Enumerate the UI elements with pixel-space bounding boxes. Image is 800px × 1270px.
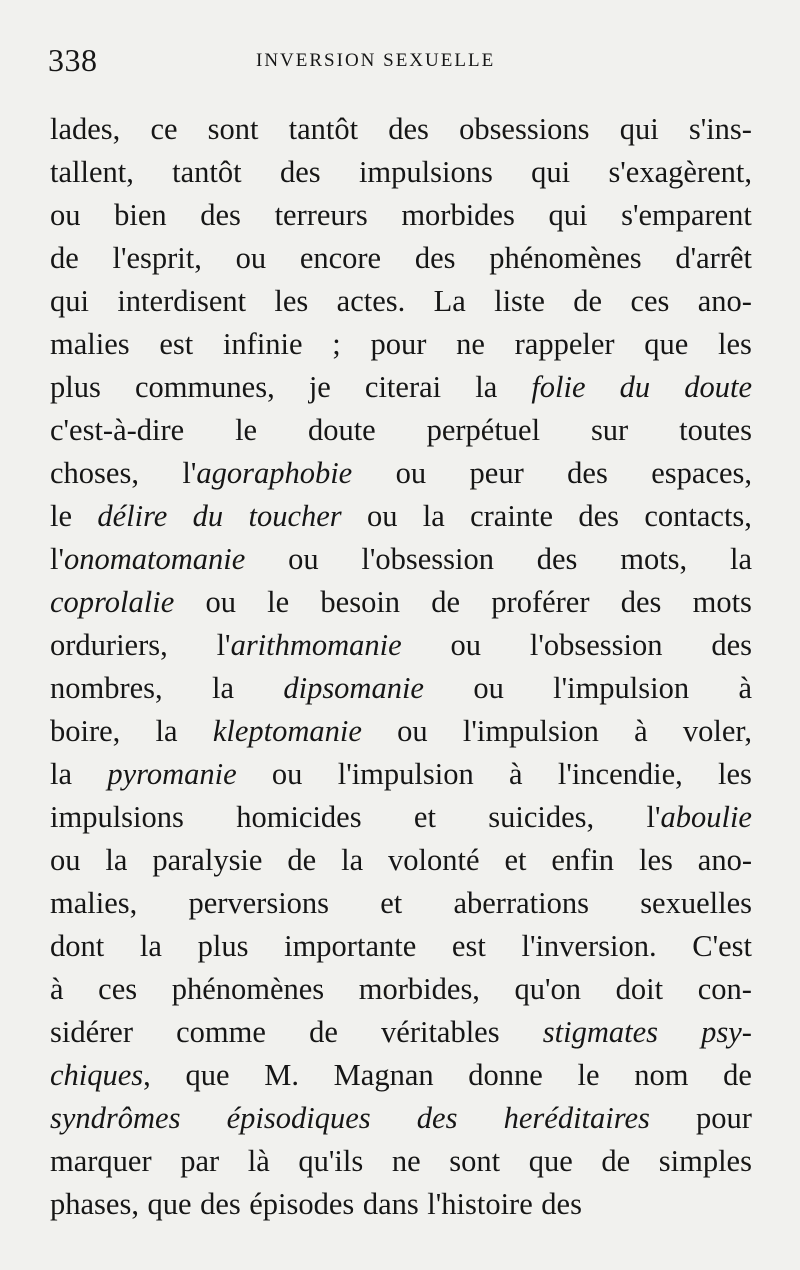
- text-line: [50, 753, 752, 796]
- word: citerai: [364, 370, 442, 404]
- word: ou: [205, 585, 236, 619]
- word: ces: [98, 972, 138, 1006]
- word: perversions: [188, 886, 330, 920]
- word: terreurs: [274, 198, 368, 232]
- word: espaces,: [651, 456, 752, 490]
- word: ou: [450, 628, 482, 662]
- word: l'esprit,: [112, 241, 202, 275]
- word: peur: [469, 456, 524, 490]
- word: délire: [97, 499, 168, 533]
- word: dans: [362, 1187, 419, 1221]
- word: doute: [684, 370, 752, 404]
- text-line: [50, 366, 752, 409]
- word: l'impulsion: [553, 671, 690, 705]
- word: mots,: [620, 542, 688, 576]
- word: la: [475, 370, 498, 404]
- word: des: [416, 1101, 458, 1135]
- word: et: [413, 800, 436, 834]
- word: ou: [271, 757, 303, 791]
- word: est: [159, 327, 194, 361]
- word: la: [105, 843, 128, 877]
- word: perpétuel: [426, 413, 541, 447]
- word: des: [567, 456, 608, 490]
- word: l'onomatomanie: [50, 542, 246, 576]
- word: morbides: [401, 198, 515, 232]
- text-line: [50, 323, 752, 366]
- word: actes.: [336, 284, 406, 318]
- text-line: [50, 968, 752, 1011]
- word: la: [341, 843, 364, 877]
- word: proférer: [491, 585, 590, 619]
- word: la: [155, 714, 178, 748]
- word: par: [180, 1144, 220, 1178]
- word: infinie: [222, 327, 303, 361]
- running-title: INVERSION SEXUELLE: [256, 50, 496, 71]
- word: crainte: [470, 499, 554, 533]
- word: de: [287, 843, 317, 877]
- word: l'inversion.: [521, 929, 657, 963]
- word: qu'on: [514, 972, 582, 1006]
- word: nombres,: [50, 671, 163, 705]
- word: ne: [456, 327, 485, 361]
- word: l'agoraphobie: [182, 456, 353, 490]
- word: l'aboulie: [646, 800, 752, 834]
- word: enfin: [551, 843, 615, 877]
- word: stigmates: [542, 1015, 658, 1049]
- word: folie: [531, 370, 586, 404]
- word: de: [309, 1015, 338, 1049]
- word: s'ins-: [688, 112, 752, 146]
- word: impulsions: [50, 800, 184, 834]
- word: contacts,: [644, 499, 752, 533]
- word: plus: [50, 370, 101, 404]
- text-line: [50, 409, 752, 452]
- word: phases,: [50, 1187, 139, 1221]
- word: comme: [176, 1015, 266, 1049]
- word: ou: [397, 714, 428, 748]
- page-number: 338: [48, 42, 98, 78]
- word: la: [139, 929, 162, 963]
- text-line: [50, 108, 752, 151]
- word: ce: [150, 112, 178, 146]
- word: malies: [50, 327, 130, 361]
- word: l'obsession: [529, 628, 663, 662]
- word: pour: [696, 1101, 752, 1135]
- word: qui: [50, 284, 89, 318]
- word: des: [279, 155, 321, 189]
- word: bien: [114, 198, 167, 232]
- text-line: [50, 1140, 752, 1183]
- word: à: [634, 714, 648, 748]
- text-line: [50, 1097, 752, 1140]
- word: psy-: [701, 1015, 752, 1049]
- word: du: [192, 499, 224, 533]
- word: des: [578, 499, 620, 533]
- page-header: [0, 40, 800, 84]
- word: sur: [590, 413, 629, 447]
- word: les: [718, 327, 752, 361]
- word: qui: [531, 155, 571, 189]
- word: qu'ils: [298, 1144, 364, 1178]
- word: et: [380, 886, 403, 920]
- word: encore: [299, 241, 382, 275]
- word: orduriers,: [50, 628, 168, 662]
- word: phénomènes: [489, 241, 642, 275]
- text-line: [50, 1054, 752, 1097]
- word: de: [601, 1144, 631, 1178]
- word: des: [388, 112, 429, 146]
- word: ou: [235, 241, 267, 275]
- word: mots: [692, 585, 752, 619]
- word: là: [247, 1144, 270, 1178]
- word: aberrations: [453, 886, 589, 920]
- word: tallent,: [50, 155, 134, 189]
- word: le: [50, 499, 73, 533]
- word: communes,: [134, 370, 275, 404]
- word: l'incendie,: [557, 757, 683, 791]
- word: le: [235, 413, 258, 447]
- word: doit: [615, 972, 664, 1006]
- text-line: [50, 495, 752, 538]
- word: interdisent: [117, 284, 247, 318]
- word: La: [433, 284, 466, 318]
- word: qui: [619, 112, 659, 146]
- word: tantôt: [288, 112, 359, 146]
- word: la: [50, 757, 73, 791]
- word: ces: [630, 284, 670, 318]
- word: des: [200, 198, 241, 232]
- text-line: [50, 237, 752, 280]
- word: choses,: [50, 456, 139, 490]
- word: tantôt: [172, 155, 242, 189]
- word: de: [431, 585, 461, 619]
- word: suicides,: [488, 800, 595, 834]
- word: pour: [370, 327, 427, 361]
- word: chiques,: [50, 1058, 151, 1092]
- word: je: [308, 370, 331, 404]
- word: c'est-à-dire: [50, 413, 185, 447]
- word: liste: [494, 284, 545, 318]
- word: homicides: [236, 800, 362, 834]
- word: dipsomanie: [283, 671, 424, 705]
- word: ou: [288, 542, 319, 576]
- word: des: [536, 542, 578, 576]
- word: Magnan: [333, 1058, 434, 1092]
- word: con-: [697, 972, 752, 1006]
- word: coprolalie: [50, 585, 175, 619]
- word: dont: [50, 929, 105, 963]
- word: syndrômes: [50, 1101, 181, 1135]
- word: et: [504, 843, 527, 877]
- word: voler,: [682, 714, 752, 748]
- word: boire,: [50, 714, 121, 748]
- word: que: [147, 1187, 192, 1221]
- word: épisodes: [249, 1187, 355, 1221]
- word: des: [620, 585, 662, 619]
- text-line: [50, 194, 752, 237]
- word: l'impulsion: [337, 757, 474, 791]
- word: heréditaires: [503, 1101, 650, 1135]
- text-line: [50, 710, 752, 753]
- word: l'histoire: [427, 1187, 533, 1221]
- word: des: [200, 1187, 241, 1221]
- word: donne: [468, 1058, 543, 1092]
- text-line: [50, 667, 752, 710]
- word: que: [528, 1144, 573, 1178]
- word: importante: [284, 929, 417, 963]
- word: l'arithmomanie: [216, 628, 402, 662]
- word: sont: [207, 112, 259, 146]
- word: kleptomanie: [212, 714, 362, 748]
- word: toutes: [679, 413, 752, 447]
- word: ou: [50, 843, 81, 877]
- word: impulsions: [358, 155, 493, 189]
- word: de: [573, 284, 603, 318]
- word: à: [738, 671, 752, 705]
- text-line: [50, 624, 752, 667]
- word: ano-: [697, 843, 752, 877]
- text-line: [50, 581, 752, 624]
- word: C'est: [692, 929, 752, 963]
- word: volonté: [388, 843, 480, 877]
- word: sont: [449, 1144, 501, 1178]
- word: à: [509, 757, 523, 791]
- word: que: [644, 327, 689, 361]
- text-line: [50, 925, 752, 968]
- word: des: [541, 1187, 582, 1221]
- word: s'exagèrent,: [608, 155, 752, 189]
- word: épisodiques: [226, 1101, 371, 1135]
- word: de: [50, 241, 79, 275]
- word: d'arrêt: [675, 241, 752, 275]
- word: pyromanie: [107, 757, 237, 791]
- word: sidérer: [50, 1015, 133, 1049]
- word: l'obsession: [361, 542, 494, 576]
- text-line: [50, 151, 752, 194]
- word: ou: [395, 456, 427, 490]
- text-line: [50, 1011, 752, 1054]
- word: le: [267, 585, 290, 619]
- word: doute: [307, 413, 376, 447]
- text-line: [50, 839, 752, 882]
- text-line: [50, 280, 752, 323]
- word: qui: [548, 198, 588, 232]
- word: malies,: [50, 886, 138, 920]
- word: que: [185, 1058, 230, 1092]
- text-line: [50, 882, 752, 925]
- word: phénomènes: [171, 972, 325, 1006]
- word: véritables: [381, 1015, 500, 1049]
- word: des: [711, 628, 752, 662]
- word: la: [212, 671, 235, 705]
- word: morbides,: [358, 972, 480, 1006]
- word: ou: [473, 671, 504, 705]
- word: les: [638, 843, 673, 877]
- word: marquer: [50, 1144, 152, 1178]
- word: M.: [264, 1058, 299, 1092]
- word: l'impulsion: [462, 714, 599, 748]
- word: la: [422, 499, 445, 533]
- body-text: [50, 108, 752, 1226]
- word: le: [577, 1058, 600, 1092]
- text-line: [50, 796, 752, 839]
- word: paralysie: [152, 843, 263, 877]
- word: toucher: [248, 499, 342, 533]
- word: besoin: [320, 585, 401, 619]
- word: lades,: [50, 112, 121, 146]
- word: de: [723, 1058, 752, 1092]
- word: plus: [197, 929, 249, 963]
- word: la: [729, 542, 752, 576]
- word: ou: [50, 198, 81, 232]
- word: les: [274, 284, 309, 318]
- word: obsessions: [459, 112, 590, 146]
- text-line: [50, 452, 752, 495]
- word: sexuelles: [640, 886, 752, 920]
- word: simples: [658, 1144, 752, 1178]
- text-line: [50, 538, 752, 581]
- word: du: [619, 370, 651, 404]
- word: à: [50, 972, 64, 1006]
- word: ou: [366, 499, 398, 533]
- text-line: [50, 1183, 752, 1226]
- word: est: [451, 929, 486, 963]
- word: nom: [634, 1058, 689, 1092]
- word: ne: [391, 1144, 421, 1178]
- word: s'emparent: [621, 198, 752, 232]
- word: ano-: [697, 284, 752, 318]
- word: les: [718, 757, 752, 791]
- word: des: [414, 241, 456, 275]
- word: rappeler: [514, 327, 615, 361]
- word: ;: [332, 327, 341, 361]
